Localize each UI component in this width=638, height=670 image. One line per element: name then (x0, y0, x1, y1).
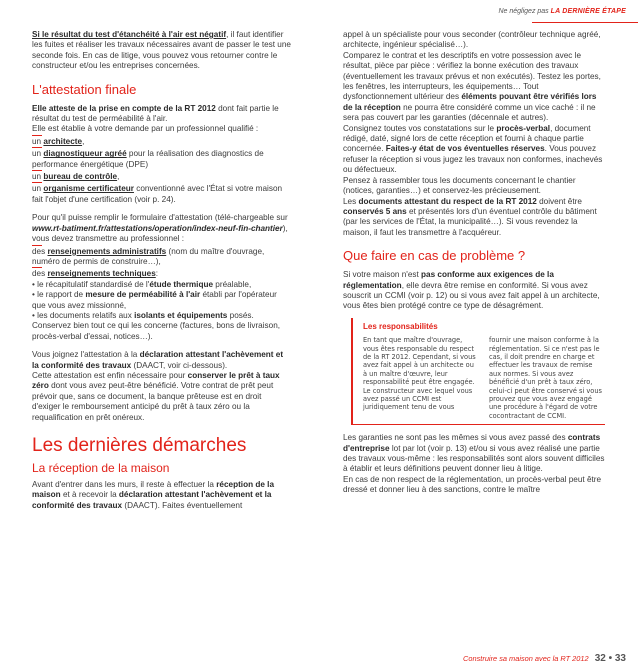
box-title: Les responsabilités (363, 321, 438, 331)
page-numbers: 32 • 33 (594, 653, 626, 664)
paragraph: Les garanties ne sont pas les mêmes si vous avez passé des contrats d'entreprise lot par lot (voir p. 13) et/ou si vous avez réalisé une partie des travaux vous-même : les responsabilités sont alors souvent difficiles à établir et leurs définitions peuvent donner lieu à litige. (343, 433, 605, 474)
technique-term: renseignements techniques (47, 269, 156, 279)
box-columns (363, 336, 605, 420)
list-item: un organisme certificateur conventionné avec l'État si votre maison fait l'objet d'une certification (voir p. 24). (32, 182, 292, 205)
list-item: un architecte, (32, 135, 292, 147)
paragraph: appel à un spécialiste pour vous seconder (contrôleur technique agréé, architecte, ingénieur spécialisé…). (343, 30, 601, 50)
intro-text: , il faut identifier les fuites et réaliser les travaux nécessaires avant de passer le test une seconde fois. En cas de litige, vous pouvez vous retourner contre le constructeur et/ou les entreprises concernées. (32, 30, 291, 71)
header-rule (532, 22, 638, 23)
paragraph: En cas de non respect de la réglementation, un procès-verbal peut être dressé et donner lieu à des sanctions, contre le maître (343, 474, 602, 495)
bullet-item: • les documents relatifs aux isolants et équipements posés. Conservez bien tout ce qui les concerne (factures, bons de livraison, procès-verbal d'essai, notices…). (32, 310, 281, 341)
daact-paragraph: Vous joignez l'attestation à la déclaration attestant l'achèvement et la conformité des travaux (DAACT, voir ci-dessous). (32, 350, 284, 370)
admin-term: renseignements administratifs (47, 246, 167, 256)
header-section: LA DERNIÈRE ÉTAPE (550, 8, 626, 15)
left-column (32, 30, 292, 517)
header-prefix: Ne négligez pas (498, 8, 549, 15)
right-column (343, 30, 605, 496)
bullet-item: • le rapport de mesure de perméabilité à l'air établi par l'opérateur que vous avez missionné, (32, 290, 277, 310)
reception-paragraph: Avant d'entrer dans les murs, il reste à effectuer la réception de la maison et à recevoir la déclaration attestant l'achèvement et la conformité des travaux (DAACT). Faites éventuellement (32, 480, 275, 510)
responsabilites-box (351, 318, 605, 425)
title-reception: La réception de la maison (32, 461, 170, 475)
running-header (498, 8, 626, 15)
intro-emphasis: Si le résultat du test d'étanchéité à l'air est négatif (32, 30, 227, 39)
paragraph: Les documents attestant du respect de la RT 2012 doivent être conservés 5 ans et présentés lors d'un éventuel contrôle du bâtiment (par les services de l'État, la municipalité…). Si vous revendez la maison, il faut les transmettre à l'acquéreur. (343, 196, 597, 237)
footer-title: Construire sa maison avec la RT 2012 (463, 654, 589, 663)
box-column-1: En tant que maître d'ouvrage, vous êtes responsable du respect de la RT 2012. Cependant, si vous avez fait appel à un architecte ou à un maître d'œuvre, leur responsabilité peut être engagée. Le constructeur avec lequel vous avez passé un CCMI est juridiquement tenu de vous (363, 336, 476, 412)
attestation-form-link[interactable]: www.rt-batiment.fr/attestations/operation/index-neuf-fin-chantier (32, 223, 283, 233)
title-probleme: Que faire en cas de problème ? (343, 248, 526, 264)
paragraph: Pensez à rassembler tous les documents concernant le chantier (notices, garanties…) et conservez-les précieusement. (343, 175, 576, 196)
bureau-term: bureau de contrôle (43, 172, 118, 182)
box-column-2: fournir une maison conforme à la réglementation. Si ce n'est pas le cas, il doit prendre en charge et effectuer les travaux de remise aux normes. Si vous avez bénéficié d'un prêt à taux zéro, celui-ci peut être conservé si vous prouvez que vous avez engagé une procédure à l'égard de votre cocontractant de CCMI. (489, 336, 602, 420)
list-item: un bureau de contrôle, (32, 170, 292, 182)
bullet-item: • le récapitulatif standardisé de l'étude thermique préalable, (32, 279, 252, 289)
pret-paragraph: Cette attestation est enfin nécessaire pour conserver le prêt à taux zéro dont vous avez peut-être bénéficié. Votre contrat de prêt peut prévoir que, sans ce document, la banque prêteuse est en droit d'exiger le remboursement anticipé du prêt à taux zéro ou la requalification en prêt onéreux. (32, 370, 280, 422)
paragraph: Si votre maison n'est pas conforme aux exigences de la réglementation, elle devra être remise en conformité. Si vous avez souscrit un CCMI (voir p. 12) ou si vous avez fait appel à un architecte, vous êtes bien protégé contre ce type de désagrément. (343, 270, 600, 311)
organisme-term: organisme certificateur (43, 184, 134, 194)
paragraph: Consignez toutes vos constatations sur le procès-verbal, document rédigé, daté, signé lors de cette réception et fourni à chaque partie concernée. Faites-y état de vos éventuelles réserves. Vous pouvez refuser la réception si vous jugez les travaux non conformes, inachevés ou défectueux. (343, 123, 603, 175)
attestation-emphasis: Elle atteste de la prise en compte de la RT 2012 (32, 103, 216, 113)
page-footer (463, 653, 626, 664)
title-demarches: Les dernières démarches (32, 435, 247, 456)
list-item: des renseignements administratifs (nom du maître d'ouvrage, numéro de permis de construire…), (32, 245, 292, 268)
form-paragraph: Pour qu'il puisse remplir le formulaire d'attestation (télé-chargeable sur www.rt-batiment.fr/attestations/operation/index-neuf-fin-chantier), vous devez transmettre au professionnel : (32, 213, 288, 244)
paragraph: Comparez le contrat et les descriptifs en votre possession avec le résultat, pièce par pièce : vérifiez la bonne exécution des travaux (éventuellement les travaux prévus et non exécutés). Testez les portes, les fenêtres, les interrupteurs, les équipements… Tout dysfonctionnement ultérieur des éléments pouvant être vérifiés lors de la réception ne pourra être considéré comme un vice caché : il ne sera pas couvert par les garanties (décennale et autres). (343, 50, 601, 123)
title-attestation: L'attestation finale (32, 81, 137, 97)
list-item: un diagnostiqueur agréé pour la réalisation des diagnostics de performance énergétique (DPE) (32, 147, 292, 170)
attestation-text: dont fait partie le résultat du test de perméabilité à l'air. (32, 103, 279, 124)
diagnostiqueur-term: diagnostiqueur agréé (43, 149, 127, 159)
attestation-paragraph (32, 104, 292, 125)
intro-paragraph (32, 30, 292, 72)
architecte-term: architecte (43, 136, 83, 146)
list-item: des renseignements techniques: (32, 267, 292, 279)
attestation-line2: Elle est établie à votre demande par un professionnel qualifié : (32, 124, 259, 134)
